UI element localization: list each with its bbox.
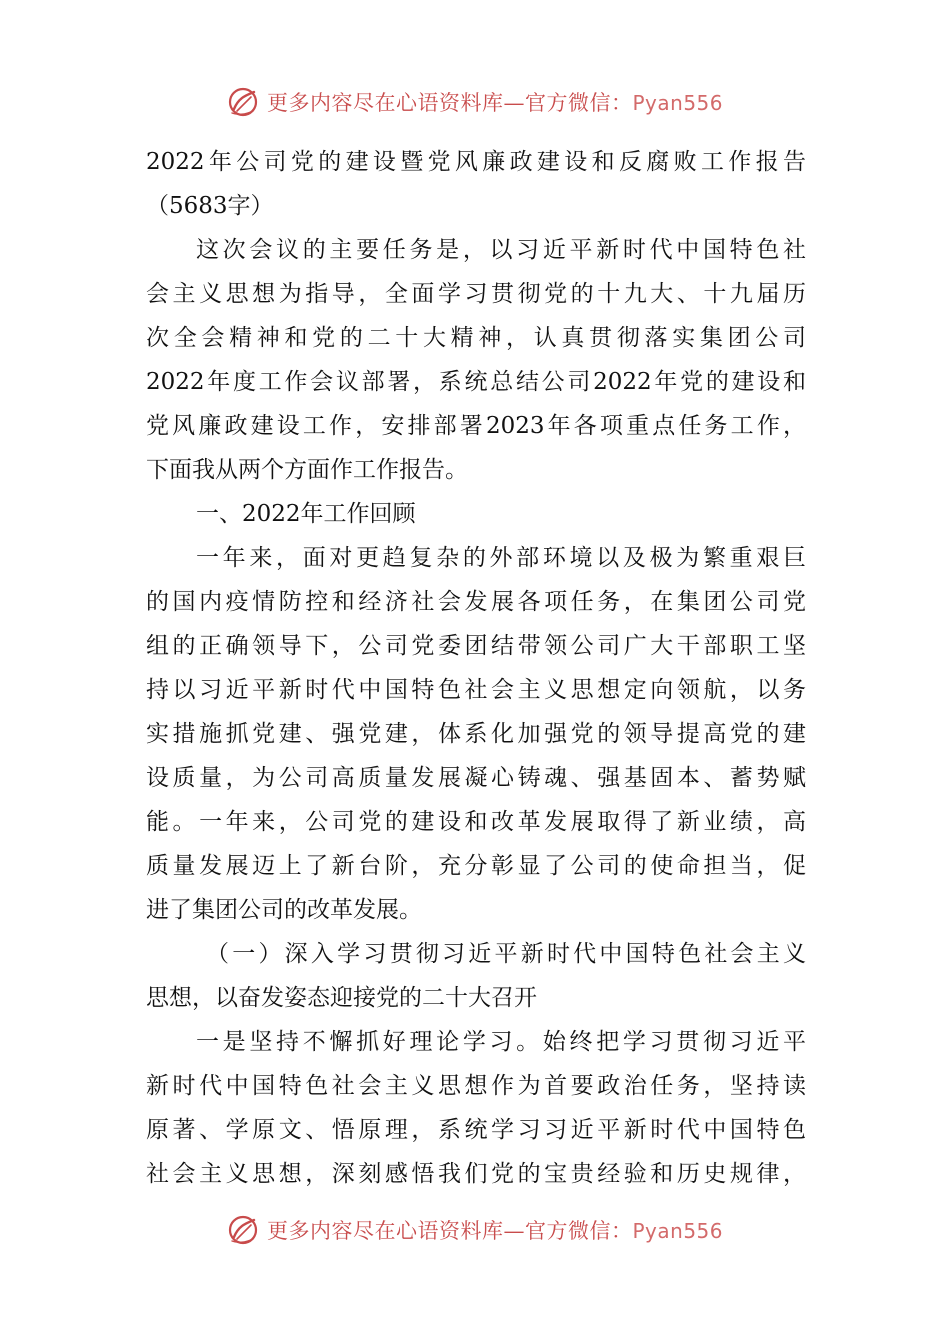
text-line: 进了集团公司的改革发展。 <box>146 897 422 923</box>
text-line: 这次会议的主要任务是，以习近平新时代中国特色社 <box>196 237 806 263</box>
text-line: 设质量，为公司高质量发展凝心铸魂、强基固本、蓄势赋 <box>146 765 806 791</box>
banner-wechat-id: Pyan556 <box>632 91 723 115</box>
text-line: 原著、学原文、悟原理，系统学习习近平新时代中国特色 <box>146 1117 806 1143</box>
section-heading-1 <box>146 492 806 536</box>
text-line: 党风廉政建设工作，安排部署2023年各项重点任务工作， <box>146 413 806 439</box>
text-line: 下面我从两个方面作工作报告。 <box>146 457 468 483</box>
banner-text: 更多内容尽在心语资料库—官方微信：Pyan556 <box>266 1219 723 1243</box>
text-line: 新时代中国特色社会主义思想作为首要政治任务，坚持读 <box>146 1073 806 1099</box>
text-line: 实措施抓党建、强党建，体系化加强党的领导提高党的建 <box>146 721 806 747</box>
text-line: 能。一年来，公司党的建设和改革发展取得了新业绩，高 <box>146 809 806 835</box>
text-line: 次全会精神和党的二十大精神，认真贯彻落实集团公司 <box>146 325 806 351</box>
text-line: （一）深入学习贯彻习近平新时代中国特色社会主义 <box>206 941 806 967</box>
text-line: 2022年度工作会议部署，系统总结公司2022年党的建设和 <box>146 369 806 395</box>
text-line: 质量发展迈上了新台阶，充分彰显了公司的使命担当，促 <box>146 853 806 879</box>
document-title-line-2: （5683字） <box>146 193 274 219</box>
paragraph-theory-study <box>146 1020 806 1196</box>
subsection-heading-1 <box>146 932 806 1020</box>
paragraph-review <box>146 536 806 932</box>
text-line: 持以习近平新时代中国特色社会主义思想定向领航，以务 <box>146 677 806 703</box>
text-line: 一是坚持不懈抓好理论学习。始终把学习贯彻习近平 <box>196 1029 806 1055</box>
pen-signature-logo-icon <box>227 85 261 119</box>
text-line: 一年来，面对更趋复杂的外部环境以及极为繁重艰巨 <box>196 545 806 571</box>
header-watermark-banner <box>0 80 950 124</box>
banner-text: 更多内容尽在心语资料库—官方微信：Pyan556 <box>266 91 723 115</box>
text-line: 社会主义思想，深刻感悟我们党的宝贵经验和历史规律， <box>146 1161 806 1187</box>
text-line: 的国内疫情防控和经济社会发展各项任务，在集团公司党 <box>146 589 806 615</box>
text-line: 会主义思想为指导，全面学习贯彻党的十九大、十九届历 <box>146 281 806 307</box>
text-line: 思想，以奋发姿态迎接党的二十大召开 <box>146 985 537 1011</box>
document-body <box>146 140 806 1196</box>
paragraph-intro <box>146 228 806 492</box>
document-title-line-1: 2022年公司党的建设暨党风廉政建设和反腐败工作报告 <box>146 149 806 175</box>
text-line: 组的正确领导下，公司党委团结带领公司广大干部职工坚 <box>146 633 806 659</box>
footer-watermark-banner <box>0 1208 950 1252</box>
pen-signature-logo-icon <box>227 1213 261 1247</box>
text-line: 一、2022年工作回顾 <box>196 501 416 527</box>
banner-wechat-id: Pyan556 <box>632 1219 723 1243</box>
